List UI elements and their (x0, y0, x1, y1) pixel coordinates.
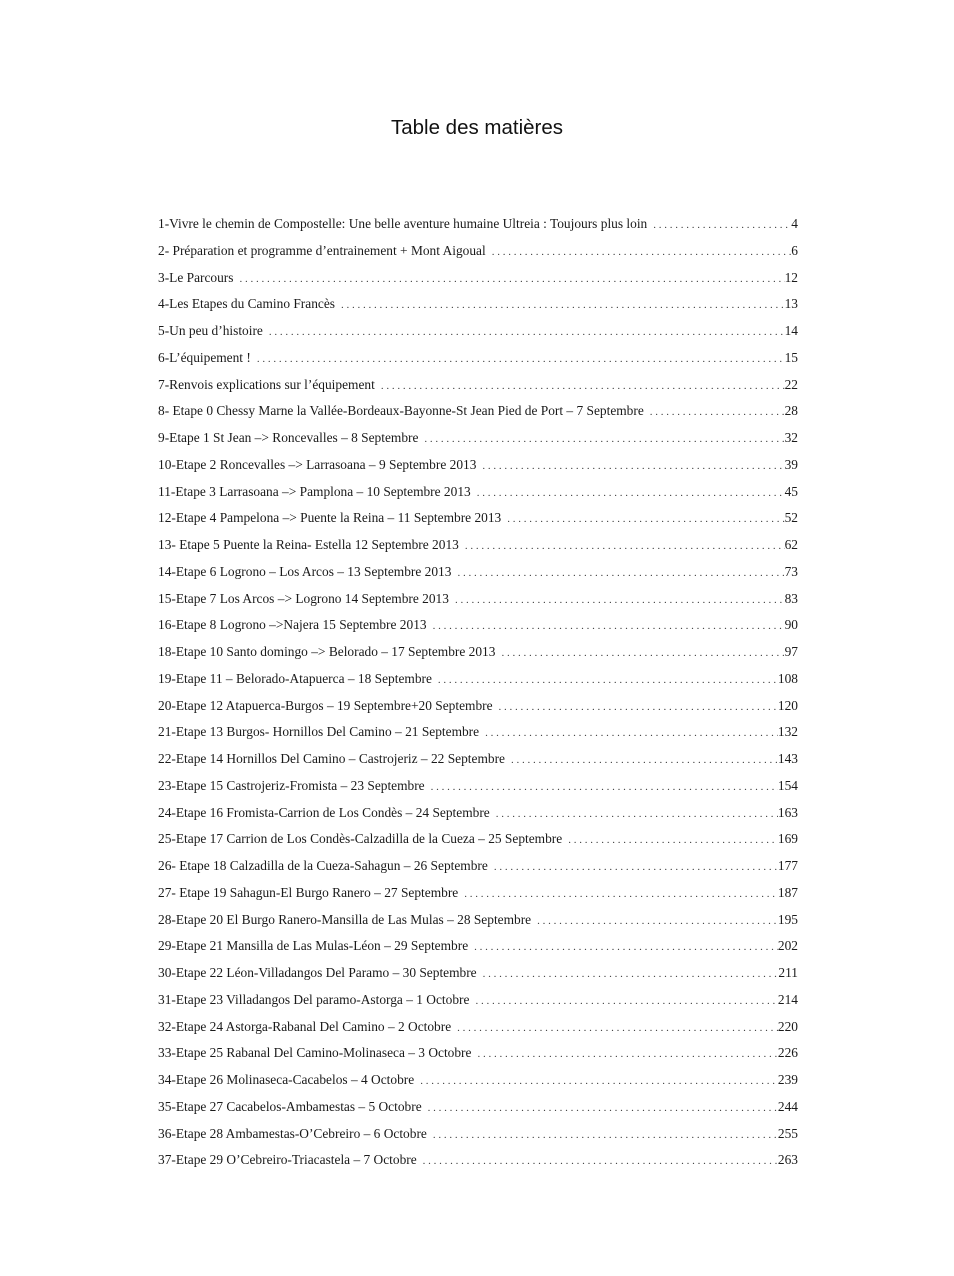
toc-entry-page-number: 169 (777, 831, 798, 847)
toc-dot-leader (494, 854, 778, 881)
toc-entry-label: 23-Etape 15 Castrojeriz-Fromista – 23 Septembre (158, 777, 425, 793)
toc-entry-page-number: 143 (777, 751, 798, 766)
toc-entry-page-number: 62 (784, 537, 798, 552)
toc-entry[interactable] (158, 211, 798, 238)
toc-entry[interactable] (158, 372, 798, 399)
toc-entry-label: 7-Renvois explications sur l’équipement (158, 376, 375, 392)
toc-dot-leader (428, 1095, 778, 1122)
toc-dot-leader (257, 346, 785, 373)
toc-entry-page-number: 22 (784, 376, 798, 392)
toc-entry-page-number: 163 (777, 804, 798, 820)
toc-entry-page-number: 226 (777, 1045, 798, 1061)
toc-entry-page-number: 15 (784, 349, 798, 365)
toc-entry[interactable] (158, 505, 798, 532)
toc-entry-label: 10-Etape 2 Roncevalles –> Larrasoana – 9 Septembre 2013 (158, 456, 477, 472)
toc-entry-page-number: 195 (777, 911, 798, 927)
toc-dot-leader (477, 1041, 777, 1068)
toc-dot-leader (537, 908, 778, 935)
toc-entry[interactable] (158, 693, 798, 720)
toc-entry[interactable] (158, 639, 798, 666)
toc-entry[interactable] (158, 452, 798, 479)
toc-entry[interactable] (158, 1040, 798, 1067)
toc-dot-leader (483, 961, 779, 988)
toc-entry[interactable] (158, 853, 798, 880)
toc-dot-leader (474, 934, 778, 961)
toc-dot-leader (424, 426, 784, 453)
toc-entry-label: 30-Etape 22 Léon-Villadangos Del Paramo – 30 Septembre (158, 965, 477, 980)
toc-dot-leader (496, 801, 778, 828)
toc-entry-page-number: 45 (784, 483, 798, 499)
toc-entry-label: 29-Etape 21 Mansilla de Las Mulas-Léon – 29 Septembre (158, 938, 469, 954)
toc-entry[interactable] (158, 612, 798, 639)
toc-entry[interactable] (158, 719, 798, 746)
toc-entry-label: 24-Etape 16 Fromista-Carrion de Los Condès – 24 Septembre (158, 804, 490, 820)
toc-dot-leader (457, 560, 784, 587)
toc-entry-page-number: 239 (777, 1072, 798, 1087)
toc-entry-page-number: 263 (777, 1152, 798, 1168)
toc-dot-leader (341, 292, 785, 319)
toc-entry-page-number: 52 (784, 510, 798, 526)
toc-entry-label: 26- Etape 18 Calzadilla de la Cueza-Sahagun – 26 Septembre (158, 858, 488, 873)
toc-entry[interactable] (158, 746, 798, 773)
toc-entry-page-number: 120 (777, 697, 798, 713)
toc-dot-leader (420, 1068, 778, 1095)
toc-entry-label: 4-Les Etapes du Camino Francès (158, 296, 336, 312)
toc-dot-leader (477, 480, 785, 507)
toc-entry-label: 33-Etape 25 Rabanal Del Camino-Molinaseca – 3 Octobre (158, 1045, 472, 1061)
toc-entry-label: 34-Etape 26 Molinaseca-Cacabelos – 4 Octobre (158, 1072, 415, 1087)
toc-entry-label: 2- Préparation et programme d’entrainement + Mont Aigoual (158, 242, 486, 258)
toc-entry-page-number: 177 (777, 858, 798, 873)
page-title: Table des matières (390, 116, 564, 139)
toc-entry-label: 11-Etape 3 Larrasoana –> Pamplona – 10 Septembre 2013 (158, 483, 471, 499)
toc-dot-leader (464, 881, 778, 908)
toc-entry-label: 25-Etape 17 Carrion de Los Condès-Calzadilla de la Cueza – 25 Septembre (158, 831, 563, 847)
toc-entry-page-number: 214 (777, 991, 798, 1007)
toc-entry-page-number: 28 (784, 403, 798, 419)
toc-dot-leader (269, 319, 785, 346)
toc-dot-leader (431, 774, 778, 801)
toc-entry[interactable] (158, 265, 798, 292)
toc-entry[interactable] (158, 586, 798, 613)
toc-dot-leader (457, 1015, 778, 1042)
toc-entry-page-number: 97 (784, 644, 798, 659)
toc-dot-leader (485, 720, 778, 747)
toc-entry[interactable] (158, 1094, 798, 1121)
toc-entry-label: 12-Etape 4 Pampelona –> Puente la Reina – 11 Septembre 2013 (158, 510, 502, 526)
toc-entry-page-number: 187 (777, 884, 798, 900)
toc-entry-page-number: 108 (777, 670, 798, 686)
toc-entry[interactable] (158, 1067, 798, 1094)
toc-entry[interactable] (158, 559, 798, 586)
toc-dot-leader (381, 373, 785, 400)
toc-entry-page-number: 211 (778, 965, 798, 980)
toc-dot-leader (492, 239, 792, 266)
toc-entry-label: 28-Etape 20 El Burgo Ranero-Mansilla de Las Mulas – 28 Septembre (158, 911, 532, 927)
toc-dot-leader (423, 1148, 778, 1175)
toc-entry[interactable] (158, 398, 798, 425)
toc-dot-leader (653, 212, 791, 239)
toc-entry[interactable] (158, 1121, 798, 1148)
toc-entry-label: 37-Etape 29 O’Cebreiro-Triacastela – 7 Octobre (158, 1152, 417, 1168)
toc-dot-leader (501, 640, 784, 667)
toc-entry-label: 32-Etape 24 Astorga-Rabanal Del Camino – 2 Octobre (158, 1018, 452, 1034)
toc-dot-leader (239, 266, 784, 293)
toc-dot-leader (507, 506, 784, 533)
toc-entry[interactable] (158, 291, 798, 318)
toc-dot-leader (499, 694, 778, 721)
toc-entry-page-number: 90 (784, 617, 798, 633)
toc-dot-leader (475, 988, 777, 1015)
toc-entry-page-number: 83 (784, 590, 798, 606)
toc-entry[interactable] (158, 345, 798, 372)
toc-entry-page-number: 132 (777, 724, 798, 740)
toc-entry-label: 3-Le Parcours (158, 269, 234, 285)
toc-dot-leader (465, 533, 785, 560)
toc-entry-label: 36-Etape 28 Ambamestas-O’Cebreiro – 6 Octobre (158, 1125, 427, 1141)
toc-entry-label: 15-Etape 7 Los Arcos –> Logrono 14 Septembre 2013 (158, 590, 449, 606)
toc-entry[interactable] (158, 479, 798, 506)
toc-entry-page-number: 202 (777, 938, 798, 954)
toc-entry[interactable] (158, 318, 798, 345)
toc-entry[interactable] (158, 425, 798, 452)
toc-entry-label: 18-Etape 10 Santo domingo –> Belorado – 17 Septembre 2013 (158, 644, 496, 659)
toc-entry[interactable] (158, 1014, 798, 1041)
toc-dot-leader (650, 399, 785, 426)
toc-entry-page-number: 73 (784, 563, 798, 579)
toc-dot-leader (433, 613, 785, 640)
toc-entry[interactable] (158, 1147, 798, 1174)
toc-entry-page-number: 220 (777, 1018, 798, 1034)
toc-entry-page-number: 39 (784, 456, 798, 472)
toc-entry[interactable] (158, 880, 798, 907)
toc-entry-label: 13- Etape 5 Puente la Reina- Estella 12 Septembre 2013 (158, 537, 459, 552)
toc-entry[interactable] (158, 960, 798, 987)
toc-dot-leader (568, 827, 778, 854)
toc-dot-leader (433, 1122, 778, 1149)
toc-entry[interactable] (158, 532, 798, 559)
toc-entry-label: 35-Etape 27 Cacabelos-Ambamestas – 5 Octobre (158, 1098, 422, 1114)
toc-entry-page-number: 244 (777, 1098, 798, 1114)
toc-entry[interactable] (158, 238, 798, 265)
toc-entry-page-number: 32 (784, 430, 798, 445)
toc-entry[interactable] (158, 666, 798, 693)
toc-entry-label: 1-Vivre le chemin de Compostelle: Une belle aventure humaine Ultreia : Toujours plus loin (158, 216, 648, 231)
toc-dot-leader (482, 453, 784, 480)
toc-entry-label: 27- Etape 19 Sahagun-El Burgo Ranero – 27 Septembre (158, 884, 459, 900)
toc-entry-label: 20-Etape 12 Atapuerca-Burgos – 19 Septembre+20 Septembre (158, 697, 493, 713)
toc-entry-page-number: 154 (777, 777, 798, 793)
toc-entry-label: 22-Etape 14 Hornillos Del Camino – Castrojeriz – 22 Septembre (158, 751, 505, 766)
toc-entry-label: 8- Etape 0 Chessy Marne la Vallée-Bordeaux-Bayonne-St Jean Pied de Port – 7 Septembre (158, 403, 644, 419)
toc-entry-label: 19-Etape 11 – Belorado-Atapuerca – 18 Septembre (158, 670, 432, 686)
toc-entry-page-number: 4 (791, 216, 798, 231)
toc-entry-label: 9-Etape 1 St Jean –> Roncevalles – 8 Septembre (158, 430, 419, 445)
toc-dot-leader (455, 587, 785, 614)
toc-entry-label: 31-Etape 23 Villadangos Del paramo-Astorga – 1 Octobre (158, 991, 470, 1007)
toc-entry-label: 14-Etape 6 Logrono – Los Arcos – 13 Septembre 2013 (158, 563, 452, 579)
toc-entry-label: 5-Un peu d’histoire (158, 323, 263, 338)
toc-entry[interactable] (158, 907, 798, 934)
toc-entry-label: 6-L’équipement ! (158, 349, 251, 365)
toc-dot-leader (438, 667, 778, 694)
toc-entry[interactable] (158, 800, 798, 827)
toc-entry-label: 21-Etape 13 Burgos- Hornillos Del Camino – 21 Septembre (158, 724, 480, 740)
toc-entry-page-number: 6 (791, 242, 798, 258)
toc-entry[interactable] (158, 933, 798, 960)
toc-entry-page-number: 13 (784, 296, 798, 312)
toc-entry-page-number: 12 (784, 269, 798, 285)
table-of-contents (158, 211, 798, 1174)
toc-entry[interactable] (158, 987, 798, 1014)
toc-entry[interactable] (158, 773, 798, 800)
toc-dot-leader (511, 747, 778, 774)
toc-entry-label: 16-Etape 8 Logrono –>Najera 15 Septembre 2013 (158, 617, 427, 633)
toc-entry-page-number: 255 (777, 1125, 798, 1141)
toc-entry[interactable] (158, 826, 798, 853)
toc-entry-page-number: 14 (784, 323, 798, 338)
